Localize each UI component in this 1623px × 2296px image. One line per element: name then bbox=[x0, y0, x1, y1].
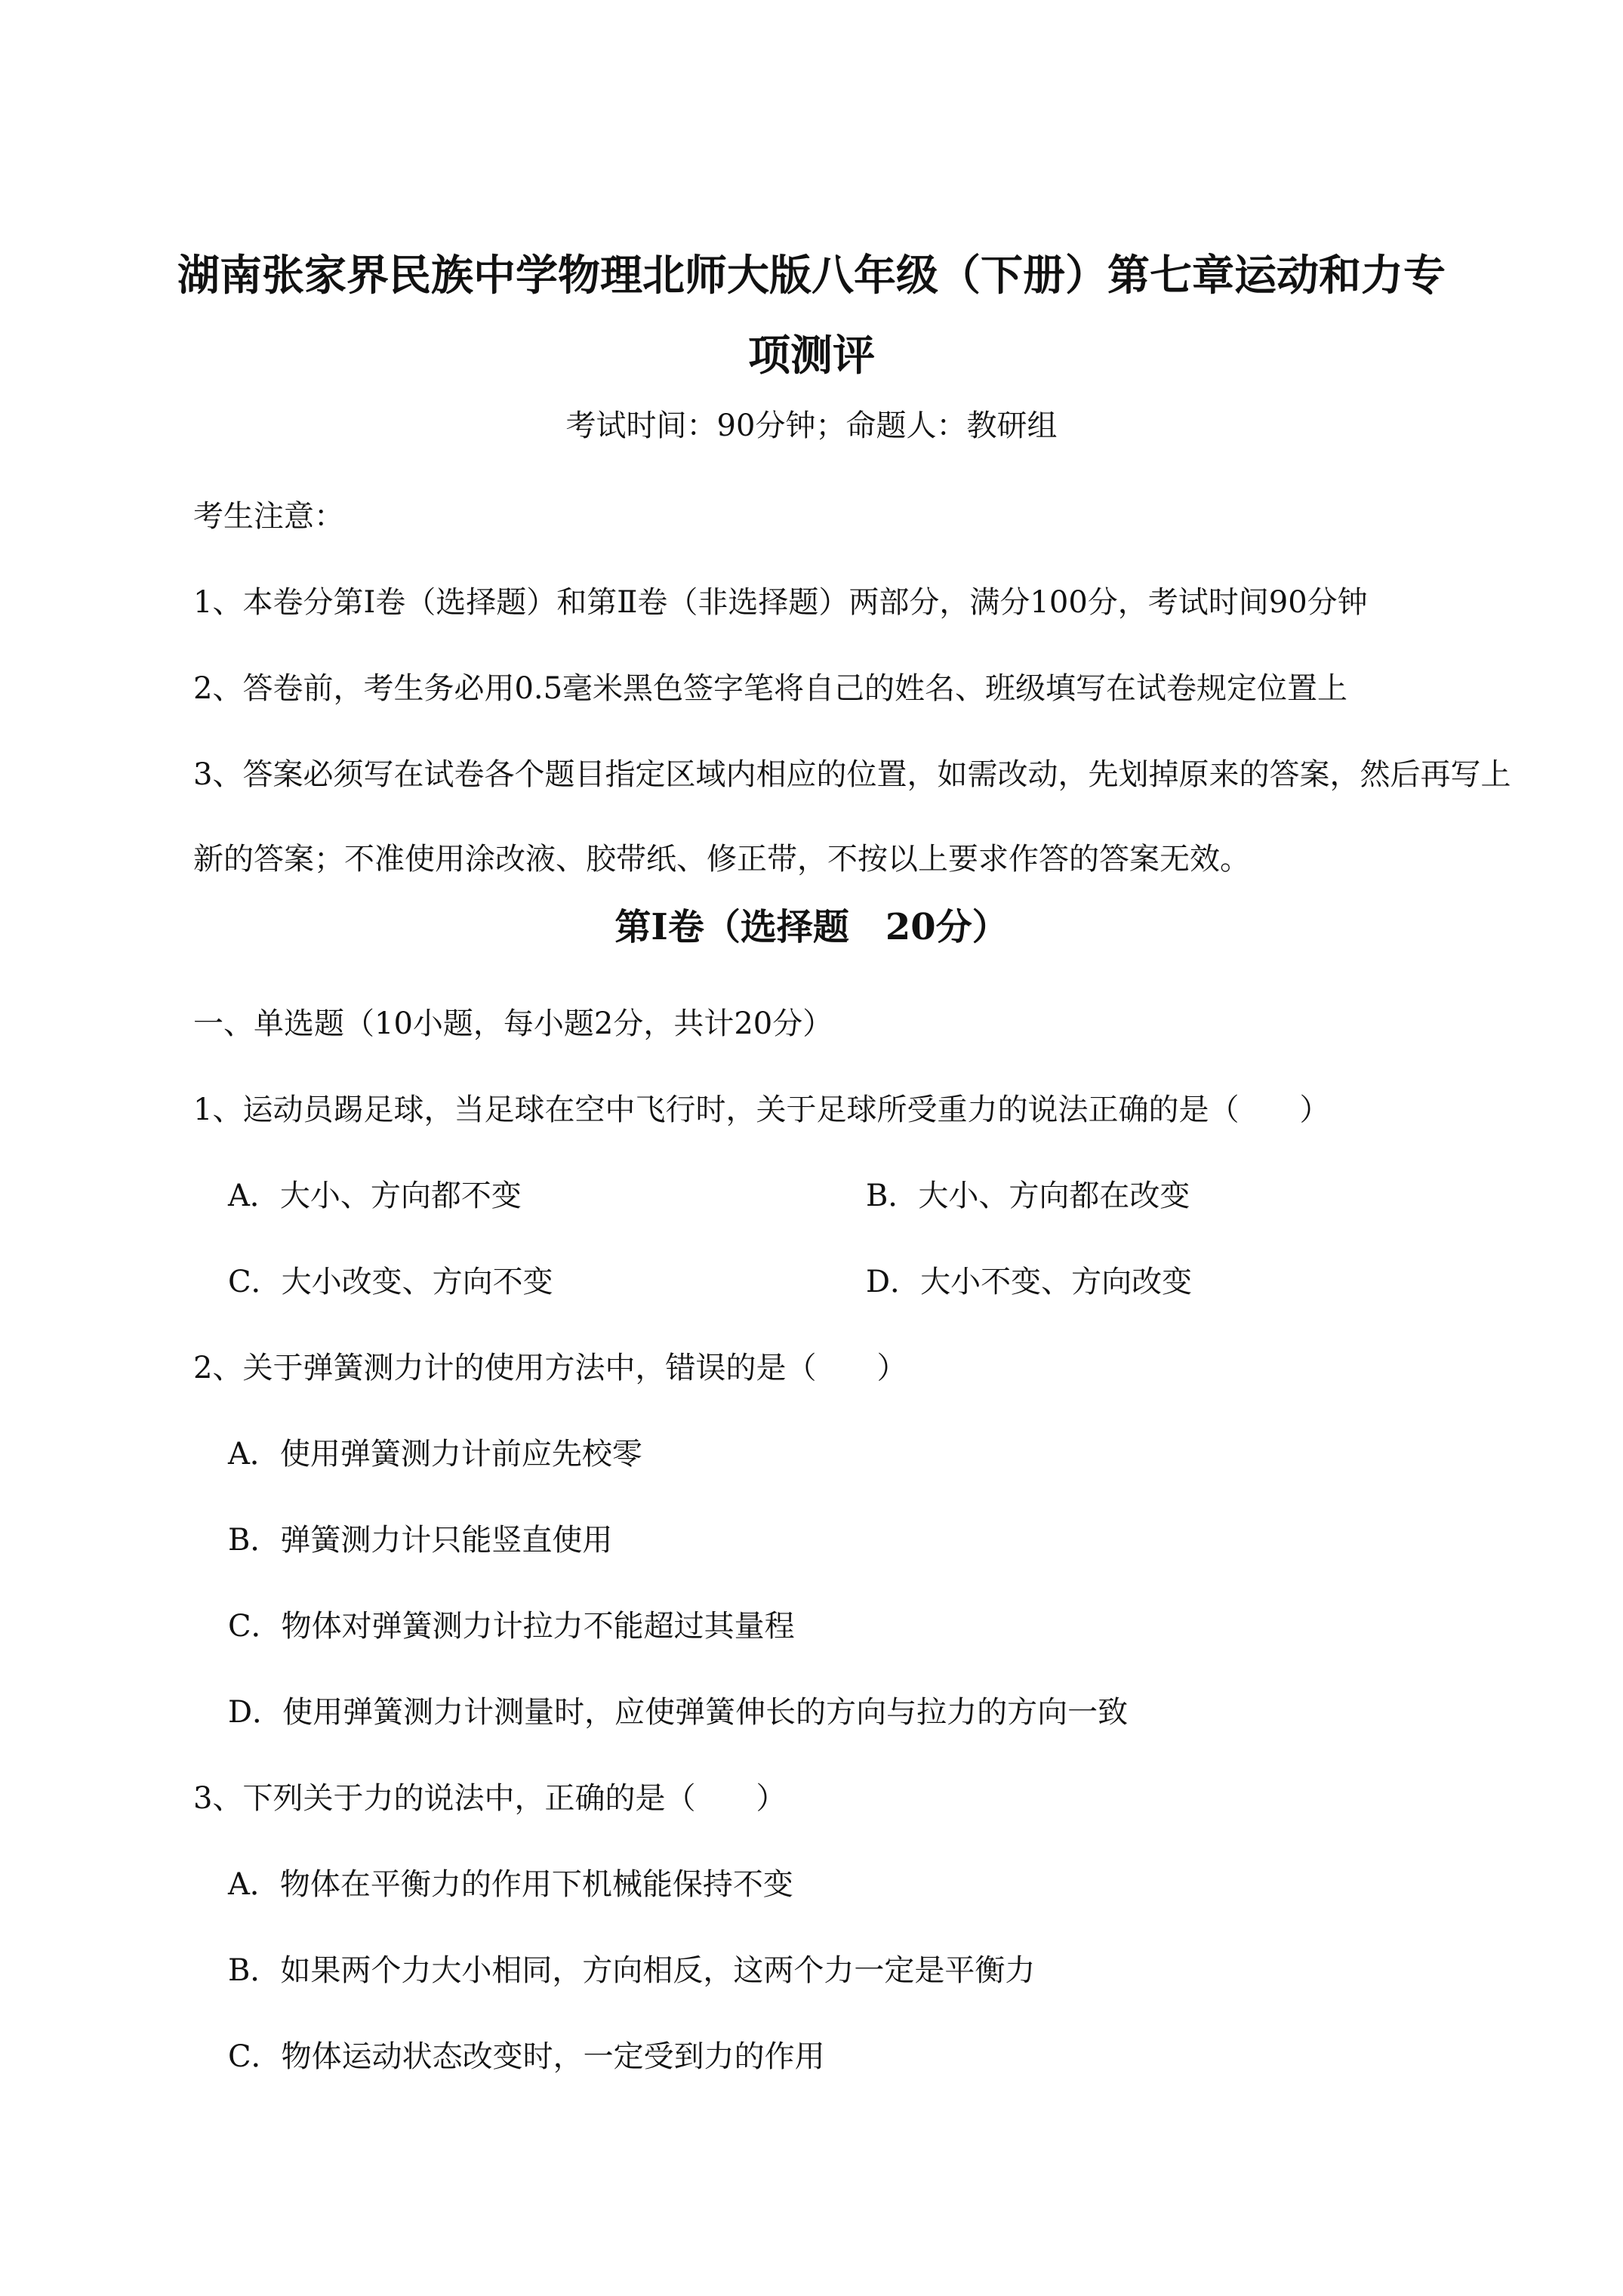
notice-item: 3、答案必须写在试卷各个题目指定区域内相应的位置，如需改动，先划掉原来的答案，然后再写上新的答案；不准使用涂改液、胶带纸、修正带，不按以上要求作答的答案无效。 bbox=[193, 757, 1511, 877]
answer-option: B．大小、方向都在改变 bbox=[866, 1179, 1190, 1213]
question-stem: 1、运动员踢足球，当足球在空中飞行时，关于足球所受重力的说法正确的是（ ） bbox=[193, 1093, 1330, 1127]
exam-meta: 考试时间：90分钟；命题人：教研组 bbox=[565, 408, 1058, 443]
notice-item: 2、答卷前，考生务必用0.5毫米黑色签字笔将自己的姓名、班级填写在试卷规定位置上 bbox=[193, 671, 1348, 706]
answer-option: A．使用弹簧测力计前应先校零 bbox=[228, 1437, 642, 1472]
exam-title-line-1: 湖南张家界民族中学物理北师大版八年级（下册）第七章运动和力专 bbox=[177, 251, 1446, 300]
answer-option: D．大小不变、方向改变 bbox=[866, 1265, 1193, 1299]
answer-option: C．物体对弹簧测力计拉力不能超过其量程 bbox=[228, 1609, 795, 1644]
answer-option: B．如果两个力大小相同，方向相反，这两个力一定是平衡力 bbox=[228, 1953, 1036, 1988]
question-stem: 2、关于弹簧测力计的使用方法中，错误的是（ ） bbox=[193, 1351, 907, 1385]
answer-option: A．大小、方向都不变 bbox=[228, 1179, 522, 1213]
notice-heading: 考生注意： bbox=[193, 499, 344, 534]
answer-option: C．物体运动状态改变时，一定受到力的作用 bbox=[228, 2039, 825, 2074]
question-stem: 3、下列关于力的说法中，正确的是（ ） bbox=[193, 1781, 787, 1816]
notice-item: 1、本卷分第Ⅰ卷（选择题）和第Ⅱ卷（非选择题）两部分，满分100分，考试时间90分钟 bbox=[193, 585, 1368, 620]
answer-option: D．使用弹簧测力计测量时，应使弹簧伸长的方向与拉力的方向一致 bbox=[228, 1695, 1129, 1730]
part-heading: 一、单选题（10小题，每小题2分，共计20分） bbox=[193, 1006, 833, 1041]
answer-option: A．物体在平衡力的作用下机械能保持不变 bbox=[228, 1867, 793, 1902]
exam-title-line-2: 项测评 bbox=[748, 331, 875, 381]
answer-option: C．大小改变、方向不变 bbox=[228, 1265, 553, 1299]
answer-option: B．弹簧测力计只能竖直使用 bbox=[228, 1523, 613, 1558]
section-title: 第Ⅰ卷（选择题 20分） bbox=[614, 906, 1009, 948]
